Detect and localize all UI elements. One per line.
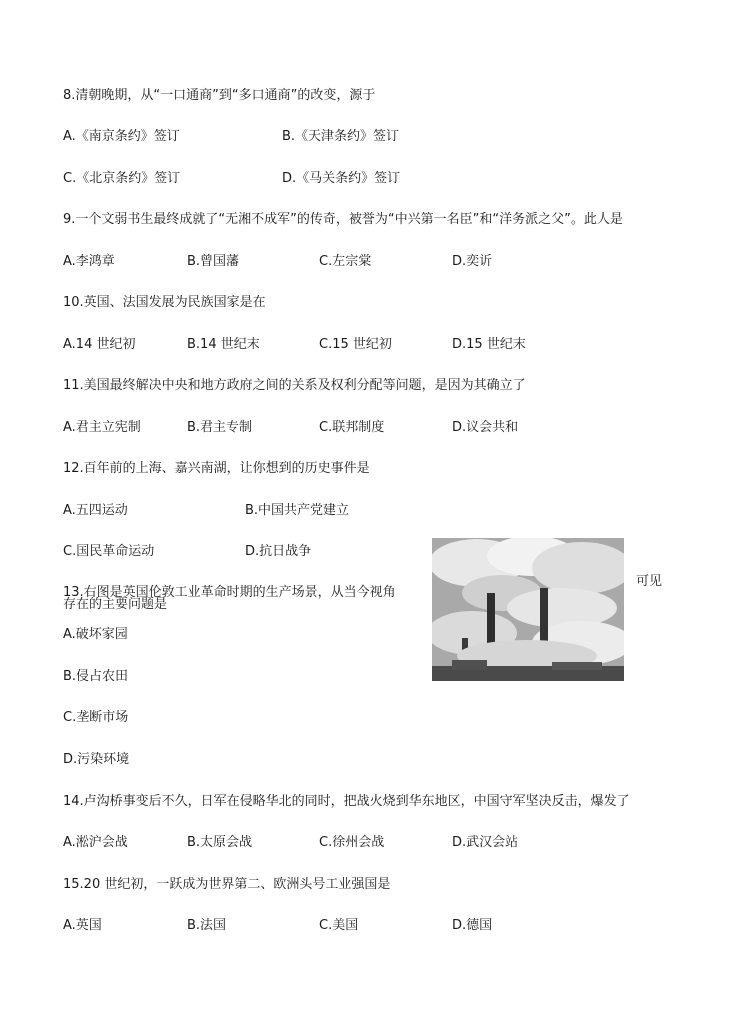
question-13-stem-line1: 13.右图是英国伦敦工业革命时期的生产场景，从当今视角 <box>63 585 396 600</box>
question-8-stem: 8.清朝晚期，从“一口通商”到“多口通商”的改变，源于 <box>63 88 376 103</box>
q8-option-b[interactable]: B.《天津条约》签订 <box>282 129 400 144</box>
question-9-stem: 9.一个文弱书生最终成就了“无湘不成军”的传奇，被誉为“中兴第一名臣”和“洋务派之父”。此人是 <box>63 212 623 227</box>
q15-option-a[interactable]: A.英国 <box>63 918 102 933</box>
q8-option-d[interactable]: D.《马关条约》签订 <box>282 171 401 186</box>
q11-option-d[interactable]: D.议会共和 <box>452 420 519 435</box>
q9-option-d[interactable]: D.奕䜣 <box>452 254 493 269</box>
q13-option-a[interactable]: A.破坏家园 <box>63 627 128 642</box>
question-13-stem-line2: 存在的主要问题是 <box>63 597 168 612</box>
q14-option-a[interactable]: A.淞沪会战 <box>63 835 128 850</box>
q9-option-b[interactable]: B.曾国藩 <box>187 254 240 269</box>
q12-option-a[interactable]: A.五四运动 <box>63 503 128 518</box>
q11-option-c[interactable]: C.联邦制度 <box>319 420 385 435</box>
q11-option-b[interactable]: B.君主专制 <box>187 420 253 435</box>
question-11-stem: 11.美国最终解决中央和地方政府之间的关系及权利分配等问题，是因为其确立了 <box>63 378 526 393</box>
q11-option-a[interactable]: A.君主立宪制 <box>63 420 141 435</box>
q15-option-d[interactable]: D.德国 <box>452 918 493 933</box>
q10-option-d[interactable]: D.15 世纪末 <box>452 337 526 352</box>
q14-option-d[interactable]: D.武汉会站 <box>452 835 519 850</box>
q12-option-c[interactable]: C.国民革命运动 <box>63 544 155 559</box>
q13-option-d[interactable]: D.污染环境 <box>63 752 130 767</box>
q10-option-b[interactable]: B.14 世纪末 <box>187 337 260 352</box>
q9-option-c[interactable]: C.左宗棠 <box>319 254 372 269</box>
q14-option-c[interactable]: C.徐州会战 <box>319 835 385 850</box>
q8-option-a[interactable]: A.《南京条约》签订 <box>63 129 180 144</box>
q13-option-c[interactable]: C.垄断市场 <box>63 710 129 725</box>
q15-option-b[interactable]: B.法国 <box>187 918 227 933</box>
question-12-stem: 12.百年前的上海、嘉兴南湖，让你想到的历史事件是 <box>63 461 370 476</box>
q13-option-b[interactable]: B.侵占农田 <box>63 669 129 684</box>
q10-option-c[interactable]: C.15 世纪初 <box>319 337 392 352</box>
q10-option-a[interactable]: A.14 世纪初 <box>63 337 136 352</box>
q15-option-c[interactable]: C.美国 <box>319 918 359 933</box>
q9-option-a[interactable]: A.李鸿章 <box>63 254 115 269</box>
q12-option-d[interactable]: D.抗日战争 <box>245 544 312 559</box>
q14-option-b[interactable]: B.太原会战 <box>187 835 253 850</box>
q12-option-b[interactable]: B.中国共产党建立 <box>245 503 350 518</box>
question-15-stem: 15.20 世纪初，一跃成为世界第二、欧洲头号工业强国是 <box>63 877 391 892</box>
question-10-stem: 10.英国、法国发展为民族国家是在 <box>63 295 266 310</box>
q8-option-c[interactable]: C.《北京条约》签订 <box>63 171 181 186</box>
question-14-stem: 14.卢沟桥事变后不久，日军在侵略华北的同时，把战火烧到华东地区，中国守军坚决反击，爆发了 <box>63 794 630 809</box>
question-13-stem-tail: 可见 <box>636 574 663 589</box>
industrial-smokestacks-photo <box>432 538 624 681</box>
